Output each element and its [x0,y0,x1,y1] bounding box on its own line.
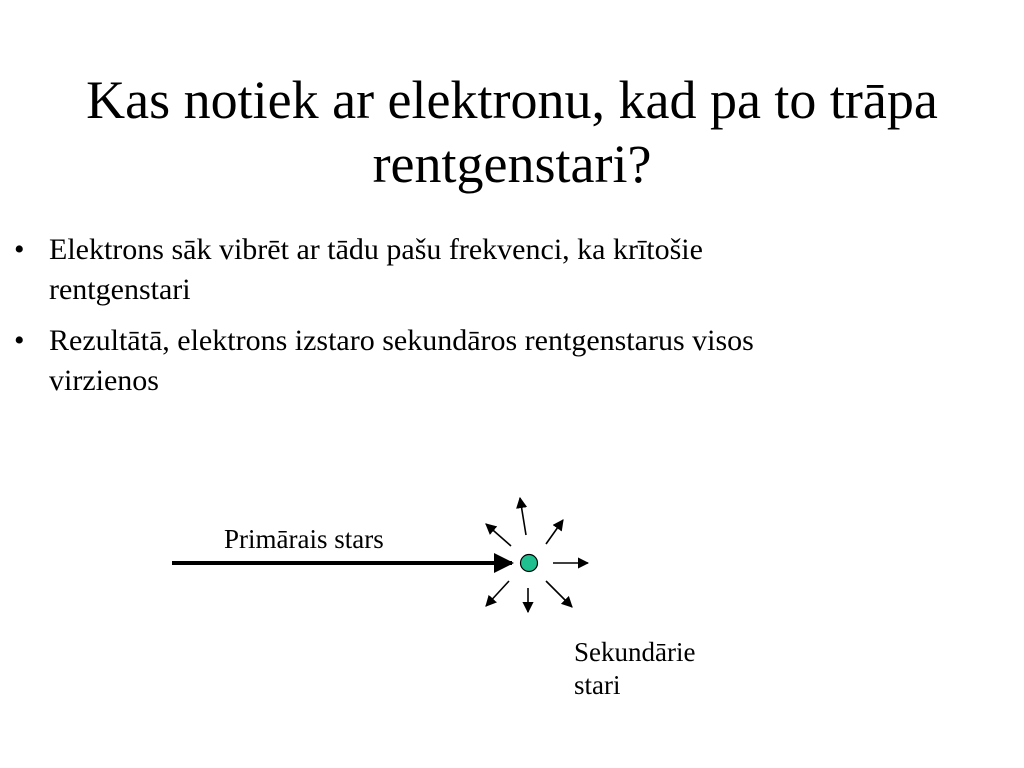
bullet-marker: • [14,233,25,266]
secondary-ray-down-right [546,581,572,607]
bullet-text: Rezultātā, elektrons izstaro sekundāros rentgenstarus visos virzienos [49,324,754,397]
secondary-rays [486,498,588,612]
slide-title: Kas notiek ar elektronu, kad pa to trāpa rentgenstari? [86,70,938,194]
secondary-ray-down-left [486,581,509,606]
bullet-text: Elektrons sāk vibrēt ar tādu pašu frekvenci, ka krītošie rentgenstari [49,233,703,306]
bullet-marker: • [14,324,25,357]
secondary-rays-label-line2: stari [574,670,621,700]
secondary-ray-up-right [546,520,563,544]
electron-dot [521,555,538,572]
secondary-rays-label [574,636,695,702]
secondary-rays-label-line1: Sekundārie [574,637,696,667]
secondary-ray-up-left [486,524,511,546]
secondary-ray-up [520,498,526,535]
primary-beam-label: Primārais stars [224,524,384,554]
